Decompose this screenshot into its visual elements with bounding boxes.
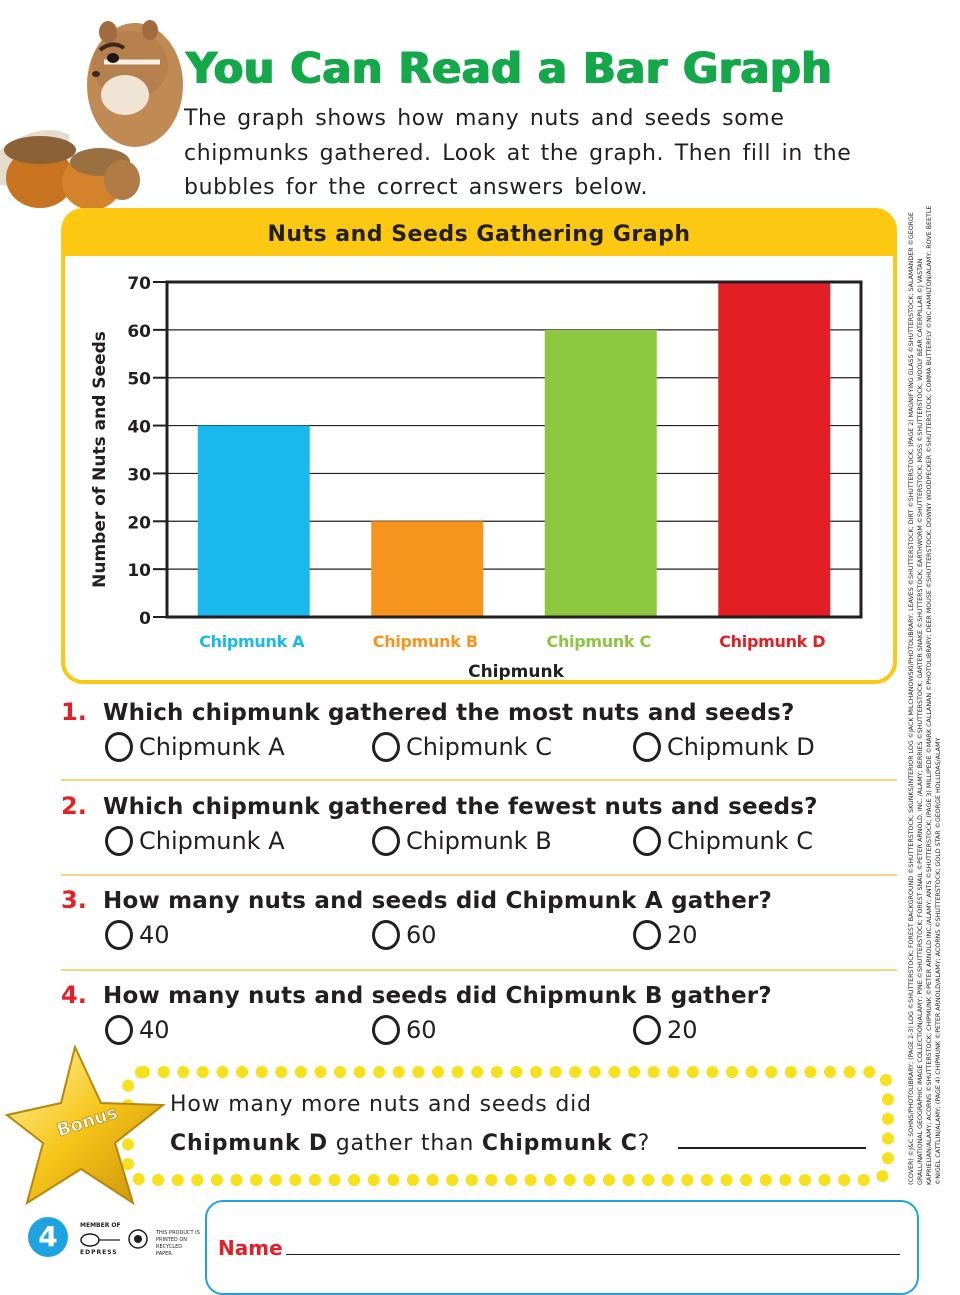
answer-option[interactable] xyxy=(372,920,437,950)
y-axis-label: Number of Nuts and Seeds xyxy=(90,331,110,588)
option-label: Chipmunk D xyxy=(667,733,815,761)
answer-option[interactable] xyxy=(372,732,552,762)
answer-option[interactable] xyxy=(372,826,552,856)
option-label: 60 xyxy=(406,1016,437,1044)
option-label: Chipmunk A xyxy=(139,827,285,855)
question-text: How many nuts and seeds did Chipmunk B gather? xyxy=(103,983,772,1009)
bonus-question-line2 xyxy=(170,1131,650,1156)
option-label: 40 xyxy=(139,1016,170,1044)
answer-bubble[interactable] xyxy=(372,732,400,762)
option-label: Chipmunk B xyxy=(406,827,552,855)
answer-bubble[interactable] xyxy=(105,1015,133,1045)
y-tick-label: 70 xyxy=(127,274,151,294)
y-tick-label: 50 xyxy=(127,369,151,390)
divider xyxy=(61,874,897,876)
x-category-label: Chipmunk C xyxy=(546,632,651,651)
option-label: Chipmunk A xyxy=(139,733,285,761)
answer-bubble[interactable] xyxy=(372,826,400,856)
x-category-label: Chipmunk A xyxy=(199,632,305,651)
x-category-label: Chipmunk D xyxy=(719,632,826,651)
answer-bubble[interactable] xyxy=(105,920,133,950)
answer-option[interactable] xyxy=(633,732,815,762)
question-4-prompt xyxy=(61,981,772,1009)
bonus-answer-line[interactable] xyxy=(678,1147,866,1149)
recycled-paper-note: THIS PRODUCT IS PRINTED ON RECYCLED PAPER. xyxy=(156,1230,200,1257)
answer-bubble[interactable] xyxy=(105,732,133,762)
question-number: 2. xyxy=(61,792,87,820)
bonus-star-icon xyxy=(5,1045,180,1210)
answer-option[interactable] xyxy=(105,920,170,950)
question-text: Which chipmunk gathered the fewest nuts and seeds? xyxy=(103,794,818,820)
x-axis-label: Chipmunk xyxy=(468,662,564,680)
y-tick-label: 30 xyxy=(127,465,151,486)
y-tick-label: 0 xyxy=(139,609,151,629)
option-label: 40 xyxy=(139,921,170,949)
page-title: You Can Read a Bar Graph xyxy=(186,44,833,94)
y-tick-label: 40 xyxy=(127,417,151,438)
bar xyxy=(198,426,310,617)
answer-option[interactable] xyxy=(105,1015,170,1045)
chipmunk-acorn-illustration xyxy=(0,0,215,230)
answer-option[interactable] xyxy=(372,1015,437,1045)
bonus-dotted-frame xyxy=(120,1062,900,1192)
answer-option[interactable] xyxy=(633,1015,698,1045)
option-label: Chipmunk C xyxy=(667,827,813,855)
bar-chart xyxy=(65,212,893,680)
intro-paragraph: The graph shows how many nuts and seeds some chipmunks gathered. Look at the graph. Then fill in the bubbles for the correct answers below. xyxy=(184,106,852,200)
answer-bubble[interactable] xyxy=(372,1015,400,1045)
name-box xyxy=(205,1200,919,1295)
graph-panel xyxy=(61,208,897,684)
answer-option[interactable] xyxy=(633,920,698,950)
answer-option[interactable] xyxy=(105,732,285,762)
question-1-prompt xyxy=(61,698,795,726)
question-2-prompt xyxy=(61,792,818,820)
option-label: Chipmunk C xyxy=(406,733,552,761)
question-number: 4. xyxy=(61,981,87,1009)
answer-bubble[interactable] xyxy=(633,1015,661,1045)
option-label: 20 xyxy=(667,921,698,949)
question-3-prompt xyxy=(61,886,772,914)
member-of-text: MEMBER OF xyxy=(80,1222,121,1229)
graph-title: Nuts and Seeds Gathering Graph xyxy=(267,222,691,247)
answer-bubble[interactable] xyxy=(105,826,133,856)
bar xyxy=(371,521,483,617)
divider xyxy=(61,779,897,781)
answer-bubble[interactable] xyxy=(633,732,661,762)
y-tick-label: 20 xyxy=(127,513,151,534)
answer-option[interactable] xyxy=(633,826,813,856)
question-text: Which chipmunk gathered the most nuts and seeds? xyxy=(103,700,795,726)
bar xyxy=(718,282,830,617)
answer-option[interactable] xyxy=(105,826,285,856)
option-label: 60 xyxy=(406,921,437,949)
answer-bubble[interactable] xyxy=(633,826,661,856)
edpress-text: EDPRESS xyxy=(80,1249,118,1256)
option-label: 20 xyxy=(667,1016,698,1044)
x-category-label: Chipmunk B xyxy=(372,632,478,651)
question-number: 1. xyxy=(61,698,87,726)
page-number-badge: 4 xyxy=(28,1217,68,1257)
bonus-question-line1: How many more nuts and seeds did xyxy=(170,1092,592,1117)
divider xyxy=(61,969,897,971)
photo-credits: (COVER) ©J&C SOHNS/PHOTOLIBRARY; (PAGE 2-3) LOG ©SHUTTERSTOCK; FOREST BACKGROUND ©SHUTTERSTOCK; SKUNKS/INTERIOR LOG ©JACK MILCHANOWSKI/PHOTOLIBRARY; LEAVES ©SHUTTERSTOCK; DIRT ©SHUTTERSTOCK; (PAGE 2) MAGNIFYING GLASS ©SHUTTERSTOCK; SALAMANDER ©GEORGE GRALL/NATIONAL GEOGRAPHIC IMAGE COLLECTION/ALAMY; PINE ©SHUTTERSTOCK; FOREST SNAIL ©PETER ARNOLD, INC. /ALAMY; BERRIES ©SHUTTERSTOCK; GARTER SNAKE ©SHUTTERSTOCK; EARTHWORM ©SHUTTERSTOCK; MOSS ©SHUTTERSTOCK; WOOLY BEAR CATERPILLAR ©J VASTAN KAPRIELIAN/ALAMY; ACORNS ©SHUTTERSTOCK; CHIPMUNK ©PETER ARNOLD INC./ALAMY; ANTS ©SHUTTERSTOCK; (PAGE 3) MILLIPEDE ©MARK CALLANAN ©PHOTOLIBRARY; DEER MOUSE ©SHUTTERSTOCK; DOWNY WOODPECKER ©SHUTTERSTOCK; COMMA BUTTERFLY ©NIC HAMILTON/ALAMY; ROVE BEETLE ©NIGEL CATTLIN/ALAMY; (PAGE 4) CHIPMUNK ©PETER ARNOLD/ALAMY; ACORNS ©SHUTTERSTOCK; GOLD STAR ©GEORGE HOLLIDAS/ALAMY xyxy=(908,205,942,1185)
question-text: How many nuts and seeds did Chipmunk A gather? xyxy=(103,888,773,914)
question-number: 3. xyxy=(61,886,87,914)
bonus-middle-text: gather than xyxy=(327,1131,482,1156)
bonus-end-text: ? xyxy=(637,1131,651,1156)
name-input-line[interactable] xyxy=(286,1254,900,1255)
name-label: Name xyxy=(218,1236,283,1260)
y-tick-label: 60 xyxy=(127,321,151,342)
bonus-subject-c: Chipmunk C xyxy=(481,1131,638,1156)
bonus-badge-label: Bonus xyxy=(54,1102,121,1142)
answer-bubble[interactable] xyxy=(633,920,661,950)
bonus-subject-d: Chipmunk D xyxy=(170,1131,328,1156)
answer-bubble[interactable] xyxy=(372,920,400,950)
y-tick-label: 10 xyxy=(127,561,151,582)
bar xyxy=(545,330,657,617)
